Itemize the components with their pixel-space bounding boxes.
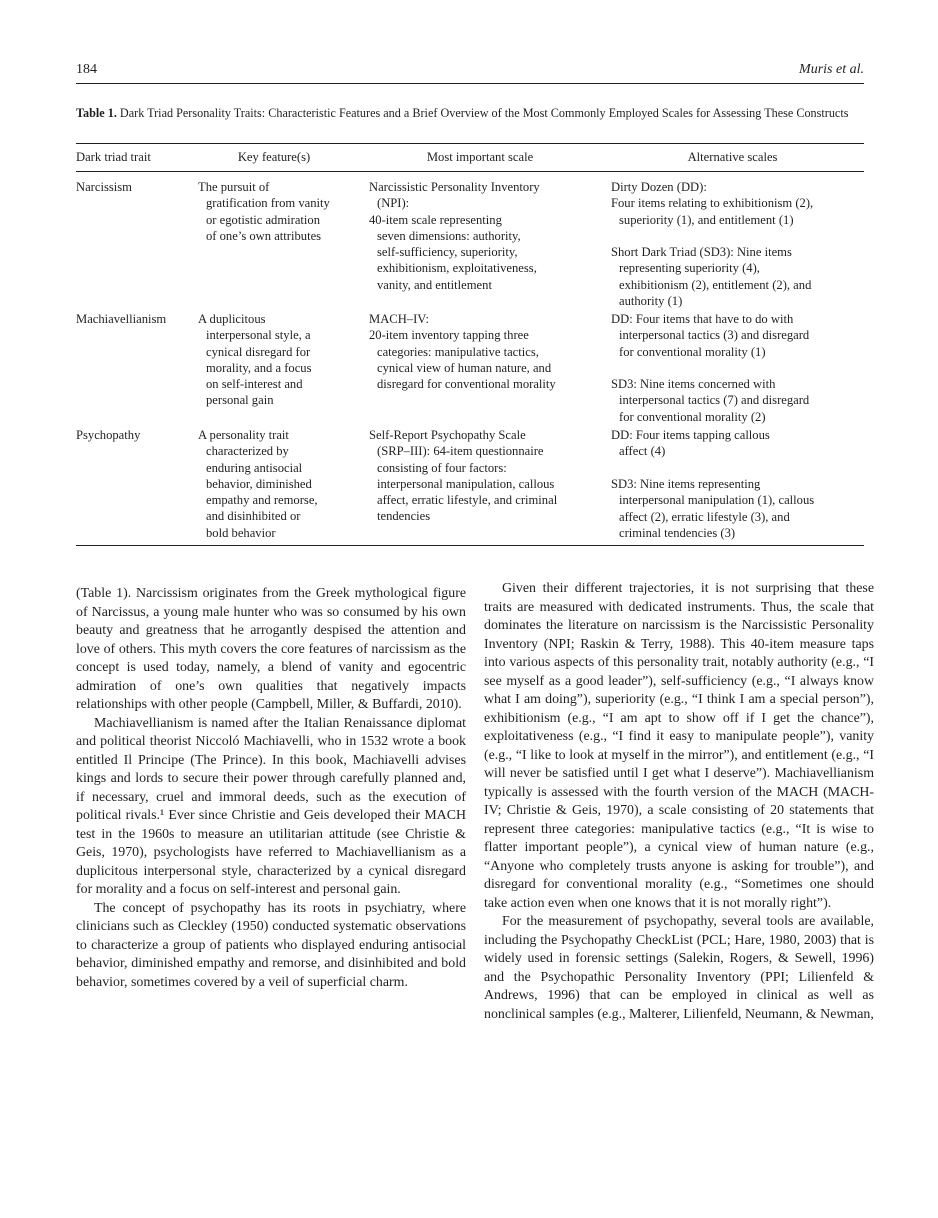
col-header-trait: Dark triad trait — [76, 150, 151, 164]
text-line: of one’s own attributes — [206, 228, 322, 243]
paragraph: Given their different trajectories, it is not surprising that these traits are measured with dedicated instruments. Thus, the scale that dominates the literature on narcissism is the Narcissistic Personality Inventory (NPI; Raskin & Terry, 1988). This 40-item measure taps into various aspects of this personality trait, notably authority (e.g., “I see myself as a good leader”), self-sufficiency (e.g., “I always know what I am doing”), superiority (e.g., “I think I am a special person”), exhibitionism (e.g., “I am apt to show off if I get the chance”), exploitativeness (e.g., “I find it easy to manipulate people”), vanity (e.g., “I like to look at myself in the mirror”), and entitlement (e.g., “I will never be satisfied until I get what I deserve”). Machiavellianism typically is assessed with the fourth version of the MACH (MACH-IV; Christie & Geis, 1970), a scale consisting of 20 statements that represent three categories: manipulative tactics (e.g., “It is wise to flatter important people”), a cynical view of human nature (e.g., “Anyone who completely trusts anyone is asking for trouble”), and disregard for conventional morality (e.g., “Sometimes one should take action even when one knows that it is not morally right”). — [484, 581, 874, 911]
paragraph: Machiavellianism is named after the Italian Renaissance diplomat and political theorist Niccoló Machiavelli, who in 1532 wrote a book entitled Il Principe (The Prince). In this book, Machiavelli advises kings and lords to secure their power through carefully planned and, if necessary, cruel and immoral deeds, such as the execution of political rivals.¹ Ever since Christie and Geis developed their MACH test in the 1960s to measure an utilitarian attitude (see Christie & Geis, 1970), psychologists have referred to Machiavellianism as a duplicitous interpersonal style, characterized by a cynical disregard for morality and a focus on self-interest and personal gain. — [76, 715, 466, 897]
paragraph: For the measurement of psychopathy, several tools are available, including the Psychopathy CheckList (PCL; Hare, 1980, 2003) that is widely used in forensic settings (Salekin, Rogers, & Sewell, 1996) and the Psychopathic Personality Inventory (PPI; Lilienfeld & Andrews, 1996) that can be employed in clinical as well as nonclinical samples (e.g., Malterer, Lilienfeld, Neumann, & Newman, — [484, 914, 874, 1022]
paragraph: (Table 1). Narcissism originates from the Greek mythological figure of Narcissus, a young male hunter who was so consumed by his own beauty and greatness that he arrogantly despised the attention and love of others. This myth covers the core features of narcissism as the concept is used today, namely, a blend of vanity and egocentric admiration of one’s own qualities that negatively impacts relationships with other people (Campbell, Miller, & Buffardi, 2010). — [76, 586, 466, 712]
text-line: Four items relating to exhibitionism (2), — [611, 196, 814, 211]
text-line: criminal tendencies (3) — [619, 525, 736, 540]
text-line: behavior, diminished — [206, 476, 312, 491]
text-line: Short Dark Triad (SD3): Nine items — [611, 245, 792, 259]
text-line: representing superiority (4), — [619, 261, 760, 276]
row-machiavellianism-scale — [369, 311, 556, 392]
row-psychopathy-feature — [198, 427, 318, 541]
header-rule — [76, 83, 864, 84]
text-line: affect (2), erratic lifestyle (3), and — [619, 509, 790, 524]
text-line: vanity, and entitlement — [377, 277, 492, 292]
text-line: interpersonal style, a — [206, 328, 311, 343]
text-line: interpersonal tactics (7) and disregard — [619, 393, 810, 408]
text-line: superiority (1), and entitlement (1) — [619, 212, 794, 227]
table-caption-text: Dark Triad Personality Traits: Characteristic Features and a Brief Overview of the Most Commonly Employed Scales for Assessing These Constructs — [119, 106, 849, 120]
text-line: consisting of four factors: — [377, 460, 507, 475]
col-header-alternative: Alternative scales — [687, 150, 778, 164]
body-left-column — [76, 585, 466, 992]
col-header-feature: Key feature(s) — [237, 150, 311, 164]
text-line: self-sufficiency, superiority, — [377, 245, 518, 260]
text-line: exhibitionism (2), entitlement (2), and — [619, 277, 812, 292]
text-line: The pursuit of — [198, 180, 270, 194]
text-line: interpersonal manipulation, callous — [377, 476, 555, 491]
text-line: or egotistic admiration — [206, 212, 321, 227]
text-line: categories: manipulative tactics, — [377, 344, 539, 359]
row-psychopathy-alt-dd — [611, 427, 770, 460]
text-line: cynical view of human nature, and — [377, 360, 552, 375]
text-line: affect (4) — [619, 444, 666, 459]
text-line: disregard for conventional morality — [377, 377, 556, 392]
text-line: (NPI): — [377, 196, 410, 211]
text-line: empathy and remorse, — [206, 493, 318, 508]
text-line: Dirty Dozen (DD): — [611, 180, 707, 194]
text-line: morality, and a focus — [206, 360, 312, 375]
table-top-rule — [76, 143, 864, 144]
text-line: SD3: Nine items representing — [611, 477, 761, 491]
text-line: authority (1) — [619, 293, 683, 308]
text-line: 20-item inventory tapping three — [369, 328, 529, 343]
text-line: A personality trait — [198, 428, 289, 442]
col-header-scale: Most important scale — [426, 150, 534, 164]
row-narcissism-alt-sd3 — [611, 244, 811, 309]
table-label: Table 1. — [76, 106, 117, 120]
text-line: interpersonal tactics (3) and disregard — [619, 328, 810, 343]
row-narcissism-scale — [369, 179, 540, 293]
page-number: 184 — [76, 62, 97, 77]
row-psychopathy-scale — [369, 427, 557, 525]
row-psychopathy-alt-sd3 — [611, 476, 814, 541]
row-narcissism-trait: Narcissism — [76, 180, 132, 194]
text-line: for conventional morality (1) — [619, 344, 766, 359]
text-line: DD: Four items that have to do with — [611, 312, 794, 326]
row-psychopathy-trait: Psychopathy — [76, 428, 141, 442]
text-line: A duplicitous — [198, 312, 266, 326]
text-line: cynical disregard for — [206, 344, 311, 359]
text-line: 40-item scale representing — [369, 212, 502, 227]
row-machiavellianism-alt-sd3 — [611, 376, 809, 425]
text-line: seven dimensions: authority, — [377, 228, 521, 243]
row-machiavellianism-trait: Machiavellianism — [76, 312, 167, 326]
text-line: for conventional morality (2) — [619, 409, 766, 424]
text-line: Self-Report Psychopathy Scale — [369, 428, 526, 442]
table-header-rule — [76, 171, 864, 172]
table-caption — [76, 105, 864, 122]
text-line: MACH–IV: — [369, 312, 429, 326]
text-line: and disinhibited or — [206, 509, 301, 524]
text-line: DD: Four items tapping callous — [611, 428, 770, 442]
row-machiavellianism-alt-dd — [611, 311, 809, 360]
text-line: Narcissistic Personality Inventory — [369, 180, 540, 194]
text-line: enduring antisocial — [206, 460, 303, 475]
text-line: gratification from vanity — [206, 196, 330, 211]
paragraph: The concept of psychopathy has its roots in psychiatry, where clinicians such as Cleckley (1950) conducted systematic observations to characterize a group of patients who displayed enduring antisocial behavior, diminished empathy and remorse, and disinhibited and bold behavior, sometimes covered by a veil of superficial charm. — [76, 900, 466, 990]
text-line: interpersonal manipulation (1), callous — [619, 493, 815, 508]
text-line: personal gain — [206, 393, 274, 408]
body-right-column — [484, 580, 874, 1024]
row-machiavellianism-feature — [198, 311, 312, 409]
row-narcissism-alt-dd — [611, 179, 813, 228]
table-bottom-rule — [76, 545, 864, 546]
row-narcissism-feature — [198, 179, 330, 244]
text-line: characterized by — [206, 444, 289, 459]
text-line: tendencies — [377, 509, 431, 524]
text-line: SD3: Nine items concerned with — [611, 377, 776, 391]
text-line: bold behavior — [206, 525, 276, 540]
text-line: on self-interest and — [206, 377, 303, 392]
text-line: affect, erratic lifestyle, and criminal — [377, 493, 558, 508]
running-head: Muris et al. — [799, 62, 864, 77]
text-line: (SRP–III): 64-item questionnaire — [377, 444, 544, 459]
text-line: exhibitionism, exploitativeness, — [377, 261, 537, 276]
